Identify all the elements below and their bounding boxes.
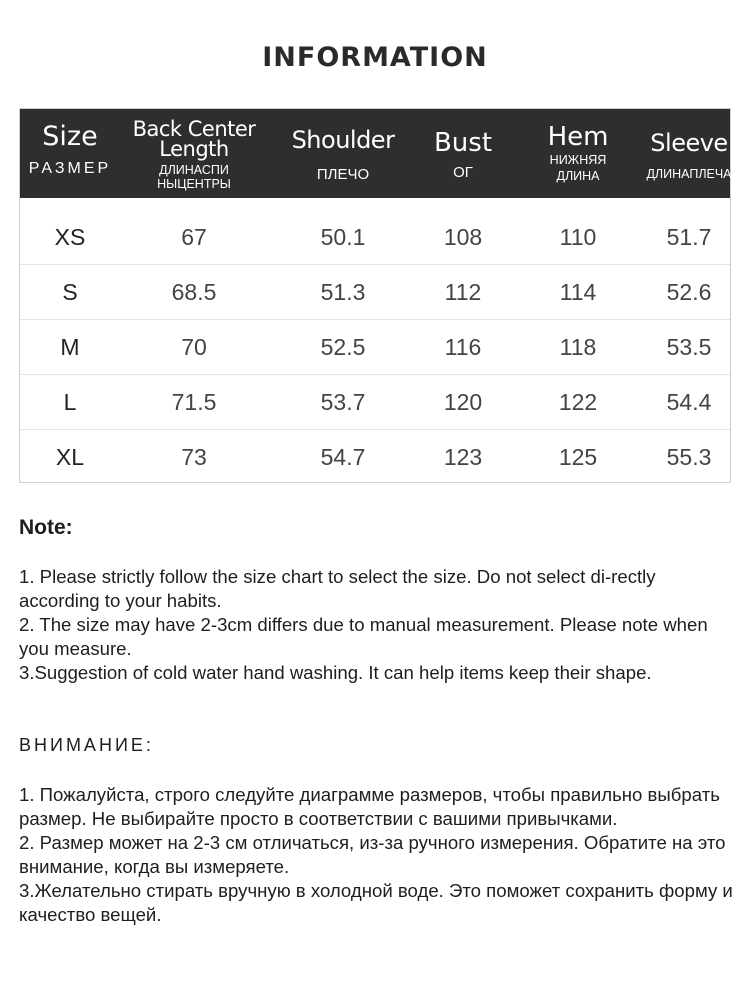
size-cell: L xyxy=(63,389,77,415)
header-back-center-length: Back Center Length ДЛИНАСПИ НЫЦЕНТРЫ xyxy=(132,117,256,191)
size-cell: M xyxy=(60,334,80,360)
ru-note-item: 1. Пожалуйста, строго следуйте диаграмме размеров, чтобы правильно выбрать размер. Не выбирайте просто в соответствии с вашими привычками. xyxy=(19,784,720,829)
table-row xyxy=(20,210,730,265)
back-center-length-cell: 70 xyxy=(181,334,207,360)
bust-cell: 120 xyxy=(443,389,483,415)
header-size: Size РАЗМЕР xyxy=(28,121,112,177)
bust-cell: 123 xyxy=(443,444,483,470)
ru-note-item: 2. Размер может на 2-3 см отличаться, из-за ручного измерения. Обратите на это внимание, когда вы измеряете. xyxy=(19,832,726,877)
shoulder-cell: 51.3 xyxy=(320,279,366,305)
note-item: 3.Suggestion of cold water hand washing. It can help items keep their shape. xyxy=(19,662,652,683)
sleeve-cell: 54.4 xyxy=(666,389,712,415)
shoulder-cell: 54.7 xyxy=(320,444,366,470)
hem-cell: 110 xyxy=(559,224,597,250)
hem-cell: 125 xyxy=(558,444,598,470)
sleeve-cell: 55.3 xyxy=(666,444,712,470)
hem-cell: 114 xyxy=(559,279,597,305)
table-row xyxy=(20,320,730,375)
bust-cell: 112 xyxy=(444,279,482,305)
table-row xyxy=(20,265,730,320)
header-shoulder: Shoulder ПЛЕЧО xyxy=(291,126,395,183)
shoulder-cell: 53.7 xyxy=(320,389,366,415)
size-cell: S xyxy=(62,279,78,305)
size-cell: XS xyxy=(54,224,86,250)
note-item: 1. Please strictly follow the size chart to select the size. Do not select di-rectly according to your habits. xyxy=(19,566,656,611)
hem-cell: 122 xyxy=(558,389,598,415)
header-hem: Hem НИЖНЯЯ ДЛИНА xyxy=(547,122,609,183)
back-center-length-cell: 67 xyxy=(181,224,207,250)
header-bust: Bust ОГ xyxy=(433,128,493,181)
table-row xyxy=(20,375,730,430)
bust-cell: 116 xyxy=(444,334,482,360)
back-center-length-cell: 73 xyxy=(181,444,207,470)
shoulder-cell: 52.5 xyxy=(320,334,366,360)
note-list xyxy=(19,565,734,685)
shoulder-cell: 50.1 xyxy=(320,224,366,250)
ru-note-heading: ВНИМАНИЕ: xyxy=(19,735,154,755)
note-heading: Note: xyxy=(19,516,73,539)
table-row xyxy=(20,430,730,484)
bust-cell: 108 xyxy=(443,224,483,250)
table-body xyxy=(20,210,730,484)
sleeve-cell: 53.5 xyxy=(666,334,712,360)
ru-note-item: 3.Желательно стирать вручную в холодной воде. Это поможет сохранить форму и качество вещей. xyxy=(19,880,733,925)
page-title: INFORMATION xyxy=(262,42,488,73)
size-chart-table xyxy=(19,108,731,483)
note-item: 2. The size may have 2-3cm differs due to manual measurement. Please note when you measure. xyxy=(19,614,708,659)
hem-cell: 118 xyxy=(559,334,597,360)
back-center-length-cell: 71.5 xyxy=(171,389,217,415)
back-center-length-cell: 68.5 xyxy=(171,279,217,305)
header-sleeve: Sleeve ДЛИНАПЛЕЧА xyxy=(646,129,732,181)
size-cell: XL xyxy=(55,444,85,470)
sleeve-cell: 51.7 xyxy=(666,224,712,250)
ru-note-list xyxy=(19,783,734,927)
sleeve-cell: 52.6 xyxy=(666,279,712,305)
table-header xyxy=(20,109,730,198)
